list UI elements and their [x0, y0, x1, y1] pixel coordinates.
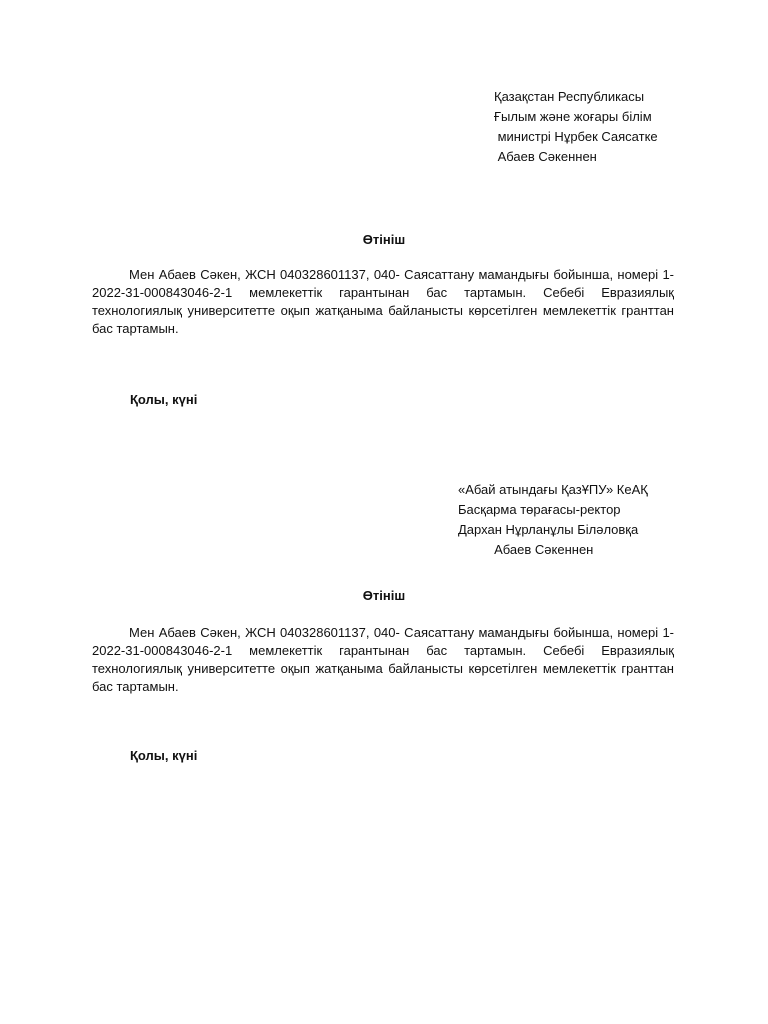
- letter-title-2: Өтініш: [362, 588, 406, 603]
- addressee-line: Абаев Сәкеннен: [494, 149, 597, 164]
- addressee-line: Қазақстан Республикасы: [494, 89, 645, 104]
- addressee-line: Басқарма төрағасы-ректор: [458, 502, 621, 517]
- letter-body-2: Мен Абаев Сәкен, ЖСН 040328601137, 040- Саясаттану мамандығы бойынша, номері 1-2022-31-000843046-2-1 мемлекеттік гарантынан бас тартамын. Себебі Евразиялық технологиялық университетте оқып жатқаныма байланысты көрсетілген мемлекеттік гранттан бас тартамын.: [92, 625, 674, 694]
- signature-date-label-2: Қолы, күні: [130, 748, 198, 763]
- addressee-line: министрі Нұрбек Саясатке: [494, 129, 658, 144]
- letter-body-1: Мен Абаев Сәкен, ЖСН 040328601137, 040- Саясаттану мамандығы бойынша, номері 1-2022-31-000843046-2-1 мемлекеттік гарантынан бас тартамын. Себебі Евразиялық технологиялық университетте оқып жатқаныма байланысты көрсетілген мемлекеттік гранттан бас тартамын.: [92, 267, 674, 336]
- letter-title-1: Өтініш: [362, 232, 406, 247]
- addressee-line: Абаев Сәкеннен: [458, 542, 594, 557]
- addressee-line: «Абай атындағы ҚазҰПУ» КеАҚ: [458, 482, 648, 497]
- addressee-block-2: [458, 480, 648, 560]
- addressee-block-1: [494, 87, 658, 167]
- signature-date-label-1: Қолы, күні: [130, 392, 198, 407]
- addressee-line: Дархан Нұрланұлы Біләловқа: [458, 522, 639, 537]
- addressee-line: Ғылым және жоғары білім: [494, 109, 652, 124]
